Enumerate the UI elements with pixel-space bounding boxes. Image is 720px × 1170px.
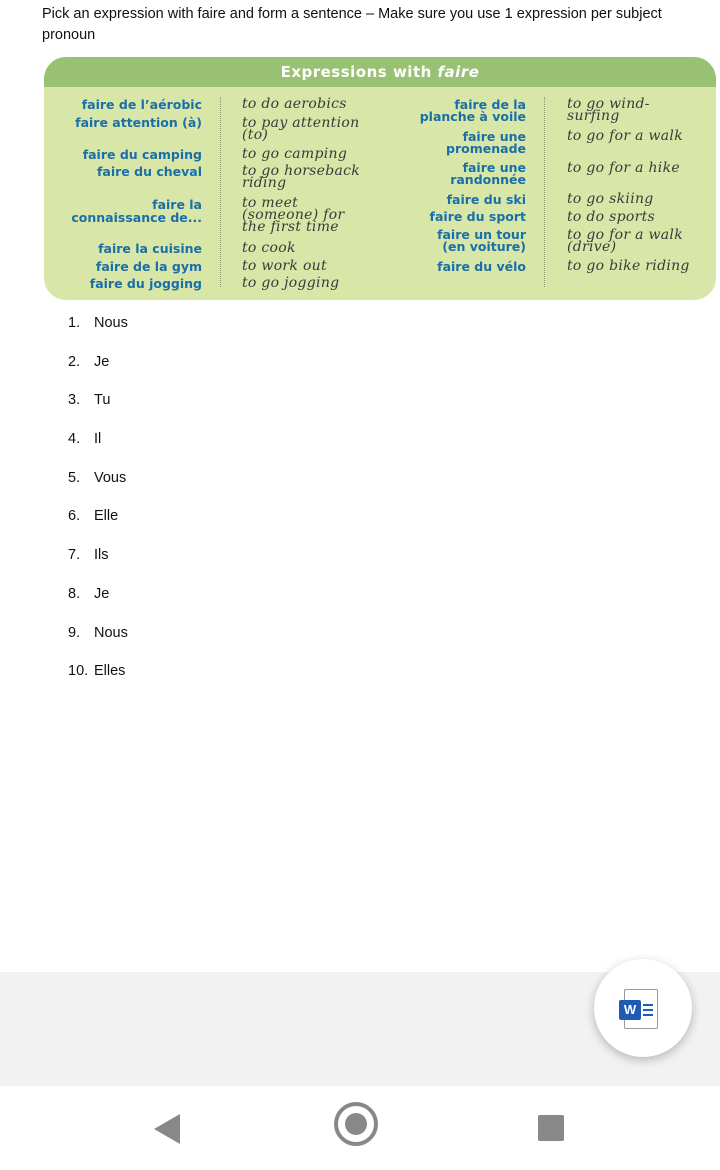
expression-fr: faire une promenade [446, 129, 526, 156]
word-badge: W [619, 1000, 641, 1020]
column-divider [220, 97, 221, 287]
table-title [44, 57, 716, 87]
list-item [68, 389, 128, 428]
item-number: 10. [68, 663, 89, 680]
expression-en: to go for a walk (drive) [567, 227, 683, 255]
expression-fr: faire de l’aérobic [81, 97, 202, 112]
doc-line [643, 1014, 653, 1016]
expression-en: to meet (someone) for the first time [242, 195, 345, 235]
expression-fr: faire un tour (en voiture) [437, 227, 526, 254]
android-navigation-bar [0, 1086, 720, 1170]
back-triangle-icon[interactable] [154, 1114, 180, 1144]
expression-en: to go for a hike [567, 160, 680, 176]
item-number: 3. [68, 392, 81, 409]
expression-en: to go camping [242, 146, 348, 162]
expression-en: to do aerobics [242, 96, 347, 112]
word-document-icon [624, 989, 658, 1029]
expression-fr: faire du jogging [89, 276, 202, 291]
home-inner-dot [345, 1113, 367, 1135]
expression-fr: faire la connaissance de... [71, 197, 202, 225]
subject-pronoun: Nous [94, 624, 128, 641]
item-number: 7. [68, 547, 81, 564]
doc-line [643, 1009, 653, 1011]
expression-en: to cook [242, 240, 296, 256]
list-item [68, 583, 128, 622]
list-item [68, 544, 128, 583]
table-title-prefix: Expressions with [280, 63, 432, 81]
faire-expressions-table [44, 57, 716, 300]
expression-fr: faire du ski [446, 192, 526, 207]
expression-en: to go horseback riding [242, 163, 361, 191]
expression-en: to go for a walk [567, 128, 683, 144]
subject-pronoun: Vous [94, 469, 127, 486]
recent-apps-square-icon[interactable] [538, 1115, 564, 1141]
expression-fr: faire une randonnée [450, 160, 526, 187]
expression-fr: faire du sport [429, 209, 526, 224]
subject-pronoun: Elles [94, 663, 126, 680]
column-divider [544, 97, 545, 287]
expression-fr: faire du vélo [437, 259, 526, 274]
expression-en: to go wind-surfing [567, 96, 650, 124]
expression-fr: faire de la planche à voile [419, 97, 526, 124]
expression-fr: faire du cheval [96, 164, 202, 179]
expression-fr: faire du camping [82, 147, 202, 162]
expression-en: to do sports [567, 209, 656, 225]
expression-en: to go skiing [567, 191, 654, 207]
list-item [68, 312, 128, 351]
open-in-word-button[interactable] [594, 959, 692, 1057]
item-number: 8. [68, 585, 81, 602]
subject-pronoun: Ils [94, 547, 109, 564]
instructions-text: Pick an expression with faire and form a sentence – Make sure you use 1 expression per subject pronoun [42, 6, 662, 43]
item-number: 5. [68, 469, 81, 486]
list-item [68, 660, 128, 699]
item-number: 6. [68, 508, 81, 525]
subject-pronoun: Je [94, 585, 110, 602]
exercise-list [68, 312, 128, 699]
list-item [68, 467, 128, 506]
expression-fr: faire attention (à) [75, 115, 202, 130]
item-number: 1. [68, 315, 81, 331]
list-item [68, 622, 128, 661]
subject-pronoun: Elle [94, 508, 119, 525]
expression-en: to go bike riding [567, 258, 690, 274]
home-circle-icon[interactable] [334, 1102, 378, 1146]
subject-pronoun: Il [94, 431, 102, 448]
subject-pronoun: Nous [94, 315, 128, 331]
list-item [68, 505, 128, 544]
item-number: 4. [68, 431, 81, 448]
expression-en: to work out [242, 258, 327, 274]
expression-fr: faire la cuisine [98, 241, 202, 256]
expression-en: to go jogging [242, 275, 340, 291]
subject-pronoun: Je [94, 353, 110, 370]
expression-en: to pay attention (to) [242, 115, 360, 143]
list-item [68, 351, 128, 390]
subject-pronoun: Tu [94, 392, 111, 409]
doc-line [643, 1004, 653, 1006]
item-number: 2. [68, 353, 81, 370]
item-number: 9. [68, 624, 81, 641]
expression-fr: faire de la gym [95, 259, 202, 274]
list-item [68, 428, 128, 467]
table-title-faire: faire [437, 63, 480, 81]
